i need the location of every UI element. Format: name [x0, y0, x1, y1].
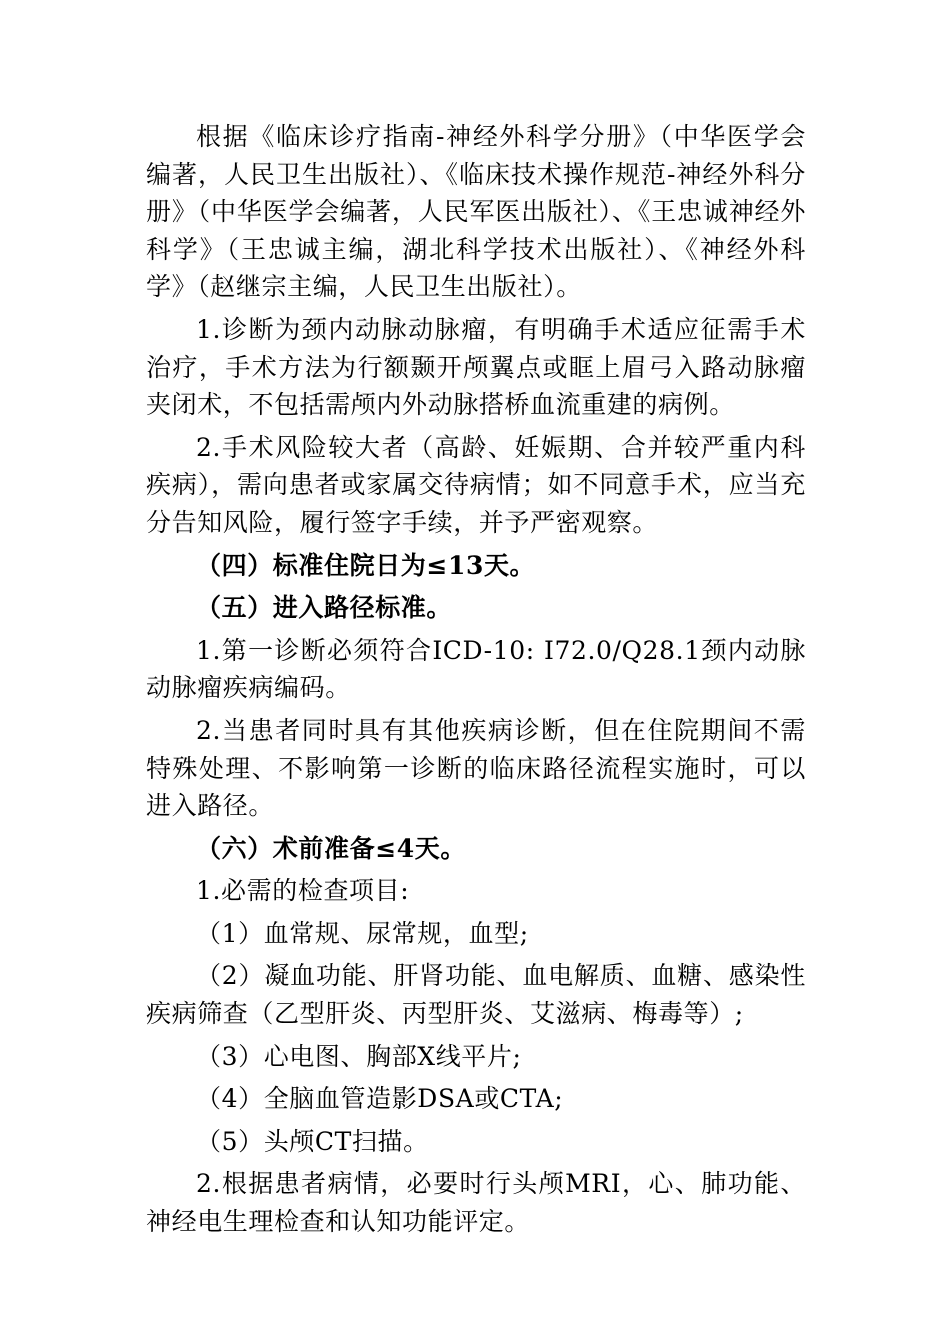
list-item-exam-5: （5）头颅CT扫描。	[196, 1126, 429, 1156]
list-item-exam-4: （4）全脑血管造影DSA或CTA;	[196, 1084, 564, 1114]
list-item-exam-2: （2）凝血功能、肝肾功能、血电解质、血糖、感染性疾病筛查（乙型肝炎、丙型肝炎、艾滋病、梅毒等）;	[146, 961, 806, 1029]
section-heading-6: （六）术前准备≤4天。	[196, 833, 466, 863]
section-heading-5: （五）进入路径标准。	[196, 593, 453, 623]
paragraph-entry-1: 1.第一诊断必须符合ICD-10: I72.0/Q28.1颈内动脉动脉瘤疾病编码。	[146, 635, 806, 703]
section-heading-4: （四）标准住院日为≤13天。	[196, 550, 536, 580]
paragraph-optional-exams: 2.根据患者病情，必要时行头颅MRI，心、肺功能、神经电生理检查和认知功能评定。	[146, 1169, 806, 1237]
paragraph-entry-2: 2.当患者同时具有其他疾病诊断，但在住院期间不需特殊处理、不影响第一诊断的临床路径流程实施时，可以进入路径。	[146, 715, 806, 821]
list-item-exam-3: （3）心电图、胸部X线平片;	[196, 1041, 522, 1071]
list-item-exam-1: （1）血常规、尿常规，血型;	[196, 918, 529, 948]
paragraph-indication-2: 2.手术风险较大者（高龄、妊娠期、合并较严重内科疾病），需向患者或家属交待病情；如不同意手术，应当充分告知风险，履行签字手续，并予严密观察。	[146, 432, 806, 537]
paragraph-indication-1: 1.诊断为颈内动脉动脉瘤，有明确手术适应征需手术治疗，手术方法为行额颞开颅翼点或眶上眉弓入路动脉瘤夹闭术，不包括需颅内外动脉搭桥血流重建的病例。	[146, 314, 806, 420]
paragraph-references: 根据《临床诊疗指南-神经外科学分册》（中华医学会编著，人民卫生出版社）、《临床技术操作规范-神经外科分册》（中华医学会编著，人民军医出版社）、《王忠诚神经外科学》（王忠诚主编，湖北科学技术出版社）、《神经外科学》（赵继宗主编，人民卫生出版社）。	[146, 122, 806, 302]
list-item-required-exams: 1.必需的检查项目:	[196, 876, 410, 906]
document-body	[146, 118, 806, 1246]
